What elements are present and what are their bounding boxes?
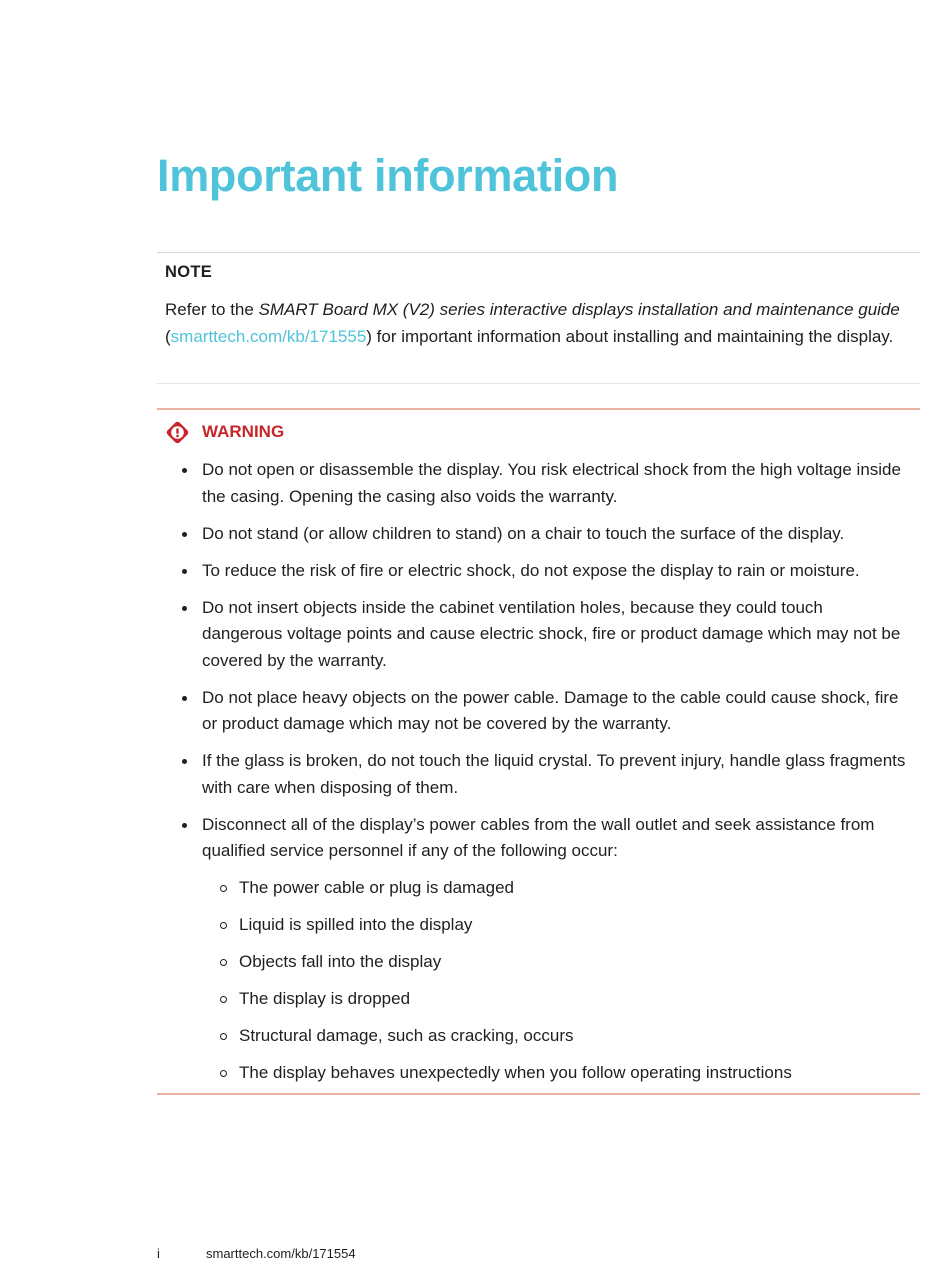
bullet-icon	[182, 606, 187, 611]
bullet-icon	[182, 532, 187, 537]
installation-guide-link[interactable]: smarttech.com/kb/171555	[170, 326, 367, 346]
warning-sub-item	[202, 986, 907, 1013]
warning-item-text: Do not open or disassemble the display. You risk electrical shock from the high voltage inside the casing. Opening the casing also voids the warranty.	[202, 460, 901, 506]
hollow-bullet-icon	[220, 959, 227, 966]
note-text	[165, 297, 905, 350]
warning-diamond-icon	[165, 420, 190, 445]
warning-item	[157, 558, 907, 585]
warning-item	[157, 457, 907, 510]
hollow-bullet-icon	[220, 996, 227, 1003]
warning-item-text: Disconnect all of the display’s power cables from the wall outlet and seek assistance from qualified service personnel if any of the following occur:	[202, 814, 875, 860]
warning-label: WARNING	[202, 422, 285, 441]
warning-sub-item	[202, 1023, 907, 1050]
hollow-bullet-icon	[220, 1070, 227, 1077]
warning-item-text: Do not stand (or allow children to stand) on a chair to touch the surface of the display.	[202, 523, 845, 543]
page-title: Important information	[157, 150, 619, 201]
warning-item-text: To reduce the risk of fire or electric shock, do not expose the display to rain or moisture.	[202, 560, 860, 580]
warning-item	[157, 812, 907, 1087]
warning-sub-item-text: Structural damage, such as cracking, occurs	[239, 1026, 574, 1045]
warning-sub-item	[202, 1060, 907, 1087]
warning-item	[157, 595, 907, 675]
warning-header	[165, 418, 285, 446]
warning-sub-item-text: The power cable or plug is damaged	[239, 878, 514, 897]
guide-title: SMART Board MX (V2) series interactive displays installation and maintenance guide	[258, 300, 900, 319]
note-text-after: ) for important information about installing and maintaining the display.	[366, 326, 894, 346]
warning-sub-item	[202, 875, 907, 902]
note-paren-open: (	[165, 326, 171, 346]
warning-sub-item-text: Liquid is spilled into the display	[239, 915, 473, 934]
warning-sub-item-text: Objects fall into the display	[239, 952, 442, 971]
warning-item-text: Do not insert objects inside the cabinet ventilation holes, because they could touch dangerous voltage points and cause electric shock, fire or product damage which may not be covered by the warranty.	[202, 597, 901, 670]
hollow-bullet-icon	[220, 885, 227, 892]
warning-item-text: Do not place heavy objects on the power cable. Damage to the cable could cause shock, fire or product damage which may not be covered by the warranty.	[202, 687, 899, 733]
warning-box	[157, 408, 920, 1095]
note-text-before: Refer to the	[165, 300, 259, 319]
bullet-icon	[182, 759, 187, 764]
note-heading: NOTE	[165, 263, 213, 281]
warning-sub-list	[202, 875, 907, 1087]
bullet-icon	[182, 468, 187, 473]
hollow-bullet-icon	[220, 1033, 227, 1040]
bullet-icon	[182, 823, 187, 828]
warning-list	[157, 457, 907, 1097]
note-box	[157, 252, 920, 384]
warning-item	[157, 685, 907, 738]
warning-item	[157, 748, 907, 801]
bullet-icon	[182, 696, 187, 701]
footer-url: smarttech.com/kb/171554	[206, 1246, 356, 1261]
warning-sub-item	[202, 912, 907, 939]
bullet-icon	[182, 569, 187, 574]
warning-item-text: If the glass is broken, do not touch the liquid crystal. To prevent injury, handle glass fragments with care when disposing of them.	[202, 751, 906, 797]
warning-sub-item-text: The display is dropped	[239, 989, 411, 1008]
warning-sub-item-text: The display behaves unexpectedly when you follow operating instructions	[239, 1063, 792, 1082]
hollow-bullet-icon	[220, 922, 227, 929]
warning-sub-item	[202, 949, 907, 976]
warning-item	[157, 521, 907, 548]
footer-page-number: i	[157, 1246, 160, 1261]
